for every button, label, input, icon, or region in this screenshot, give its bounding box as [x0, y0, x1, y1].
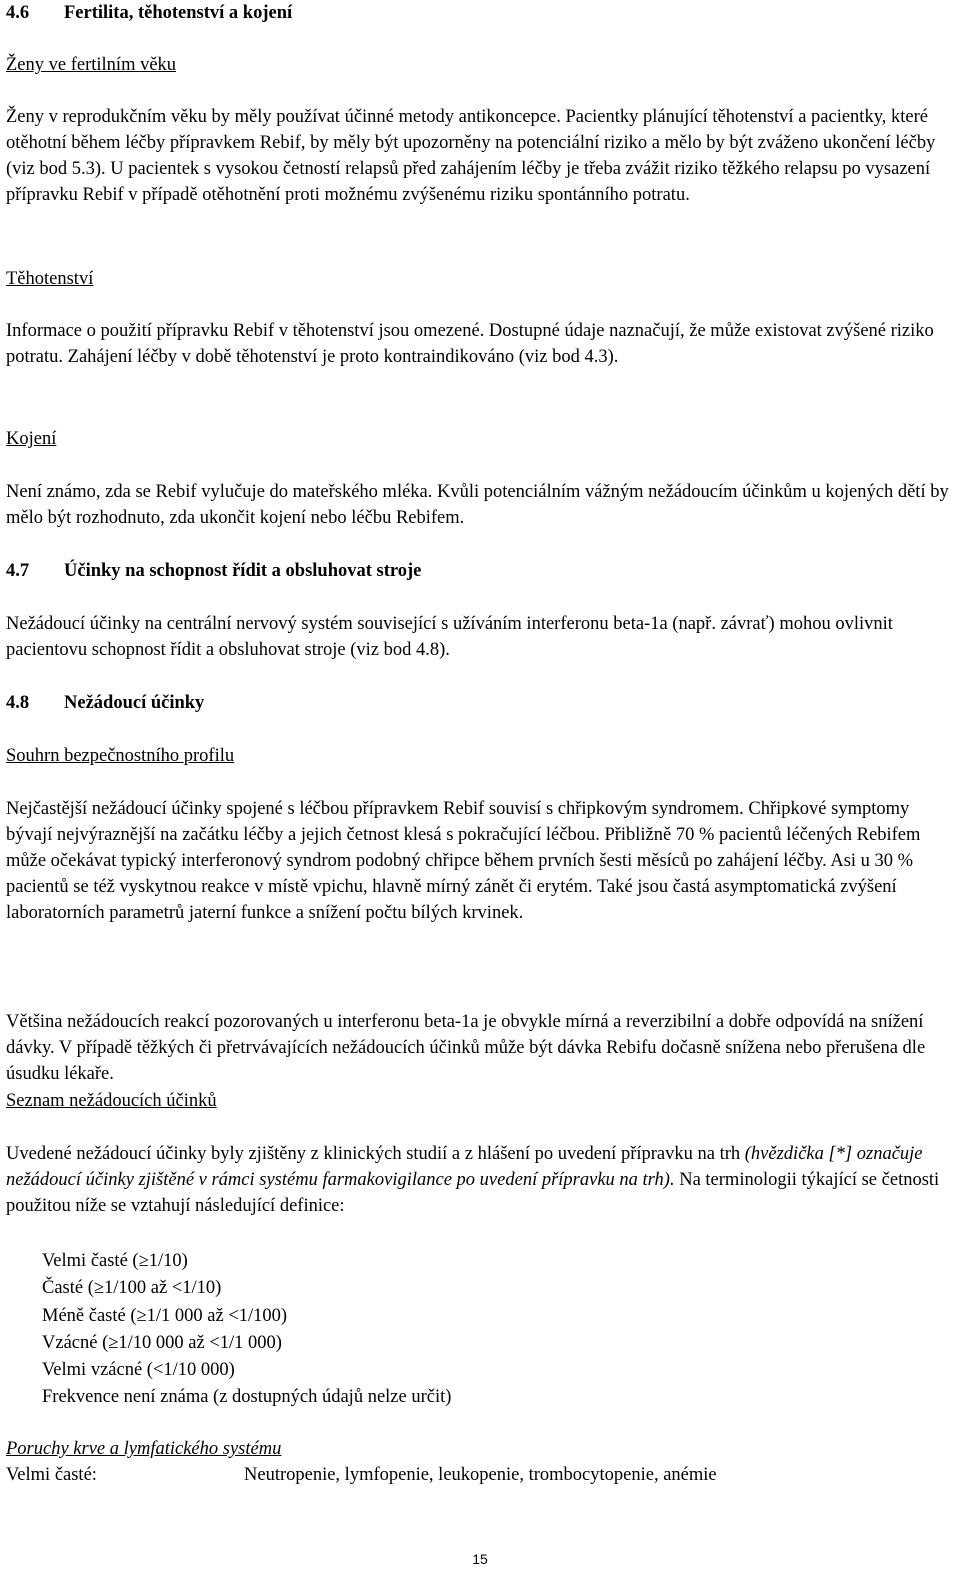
table-row — [6, 1462, 950, 1488]
women-childbearing-heading: Ženy ve fertilním věku — [6, 55, 177, 75]
page-number: 15 — [472, 1551, 488, 1567]
section-title: Fertilita, těhotenství a kojení — [64, 3, 293, 23]
frequency-definitions-list — [42, 1248, 451, 1412]
section-number: 4.8 — [6, 693, 30, 713]
list-item: Velmi vzácné (<1/10 000) — [42, 1360, 235, 1381]
intro-text: Uvedené nežádoucí účinky byly zjištěny z klinických studií a z hlášení po uvedení přípravku na trh — [6, 1144, 745, 1164]
list-item: Velmi časté (≥1/10) — [42, 1251, 188, 1271]
pregnancy-heading: Těhotenství — [6, 269, 94, 289]
breastfeeding-paragraph: Není známo, zda se Rebif vylučuje do mateřského mléka. Kvůli potenciálním vážným nežádoucím účinkům u kojených dětí by mělo být rozhodnuto, zda ukončit kojení nebo léčbu Rebifem. — [6, 482, 949, 528]
safety-profile-heading: Souhrn bezpečnostního profilu — [6, 746, 235, 766]
safety-profile-paragraph-2: Většina nežádoucích reakcí pozorovaných u interferonu beta-1a je obvykle mírná a reverzibilní a dobře odpovídá na snížení dávky. V případě těžkých či přetrvávajících nežádoucích účinků může být dávka Rebifu dočasně snížena nebo přerušena dle úsudku lékaře. — [6, 1012, 926, 1084]
women-childbearing-paragraph: Ženy v reprodukčním věku by měly používat účinné metody antikoncepce. Pacientky plánující těhotenství a pacientky, které otěhotní během léčby přípravkem Rebif, by měly být upozorněny na potenciální riziko a mělo by být zváženo ukončení léčby (viz bod 5.3). U pacientek s vysokou četností relapsů před zahájením léčby je třeba zvážit riziko těžkého relapsu po vysazení přípravku Rebif v případě otěhotnění proti možnému zvýšenému riziku spontánního potratu. — [6, 107, 936, 205]
blood-disorders-heading: Poruchy krve a lymfatického systému — [6, 1439, 282, 1459]
section-4-6-heading — [6, 0, 950, 26]
frequency-label: Velmi časté: — [6, 1465, 97, 1485]
section-title: Účinky na schopnost řídit a obsluhovat stroje — [64, 561, 422, 581]
list-item: Frekvence není známa (z dostupných údajů nelze určit) — [42, 1387, 452, 1408]
adverse-list-heading: Seznam nežádoucích účinků — [6, 1091, 217, 1111]
section-number: 4.6 — [6, 3, 30, 23]
breastfeeding-heading: Kojení — [6, 429, 57, 449]
intro-text-end: Na terminologii týkající se četnosti použitou níže se vztahují následující definice: — [6, 1170, 940, 1216]
adverse-effects-value: Neutropenie, lymfopenie, leukopenie, trombocytopenie, anémie — [244, 1465, 717, 1485]
intro-italic-note: (hvězdička [*] označuje nežádoucí účinky zjištěné v rámci systému farmakovigilance po uvedení přípravku na trh). — [6, 1144, 923, 1190]
pregnancy-paragraph: Informace o použití přípravku Rebif v těhotenství jsou omezené. Dostupné údaje naznačují, že může existovat zvýšené riziko potratu. Zahájení léčby v době těhotenství je proto kontraindikováno (viz bod 4.3). — [6, 321, 934, 367]
section-title: Nežádoucí účinky — [64, 693, 205, 713]
section-4-8-heading — [6, 690, 950, 716]
section-number: 4.7 — [6, 561, 30, 581]
section-4-7-paragraph: Nežádoucí účinky na centrální nervový systém související s užíváním interferonu beta-1a (např. závrať) mohou ovlivnit pacientovu schopnost řídit a obsluhovat stroje (viz bod 4.8). — [6, 614, 893, 660]
safety-profile-paragraph-1: Nejčastější nežádoucí účinky spojené s léčbou přípravkem Rebif souvisí s chřipkovým syndromem. Chřipkové symptomy bývají nejvýraznější na začátku léčby a jejich četnost klesá s pokračující léčbou. Přibližně 70 % pacientů léčených Rebifem může očekávat typický interferonový syndrom podobný chřipce během prvních šesti měsíců po zahájení léčby. Asi u 30 % pacientů se též vyskytnou reakce v místě vpichu, hlavně mírný zánět či erytém. Také jsou častá asymptomatická zvýšení laboratorních parametrů jaterní funkce a snížení počtu bílých krvinek. — [6, 799, 921, 923]
list-item: Časté (≥1/100 až <1/10) — [42, 1278, 222, 1299]
section-4-7-heading — [6, 558, 950, 584]
list-item: Méně časté (≥1/1 000 až <1/100) — [42, 1305, 288, 1326]
adverse-list-intro — [6, 1141, 950, 1219]
list-item: Vzácné (≥1/10 000 až <1/1 000) — [42, 1332, 282, 1353]
